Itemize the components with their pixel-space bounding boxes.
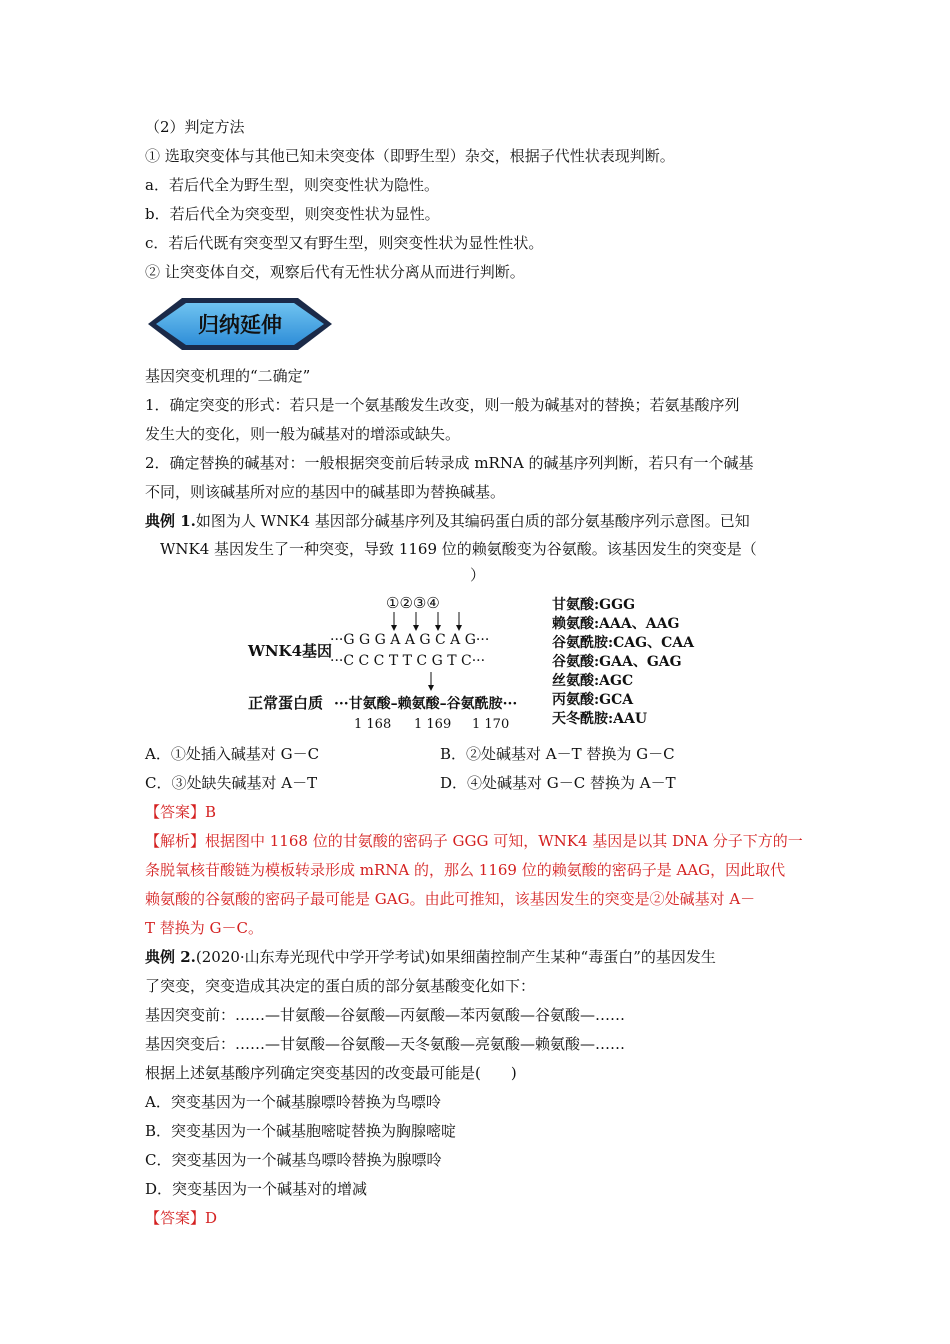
protein-seq: ···甘氨酸–赖氨酸–谷氨酰胺···: [334, 696, 518, 712]
example2-option-a: A．突变基因为一个碱基腺嘌呤替换为鸟嘌呤: [145, 1093, 441, 1111]
marker-arrows: [394, 612, 459, 686]
example2-q2: 了突变，突变造成其决定的蛋白质的部分氨基酸变化如下：: [145, 977, 536, 995]
summary-p1a: 1．确定突变的形式：若只是一个氨基酸发生改变，则一般为碱基对的替换；若氨基酸序列: [145, 396, 740, 414]
summary-p2a: 2．确定替换的碱基对：一般根据突变前后转录成 mRNA 的碱基序列判断，若只有一个碱基: [145, 454, 754, 472]
example2-option-c: C．突变基因为一个碱基鸟嘌呤替换为腺嘌呤: [145, 1151, 442, 1169]
method-2: ② 让突变体自交，观察后代有无性状分离从而进行判断。: [145, 263, 525, 281]
svg-text:赖氨酸:AAA、AAG: 赖氨酸:AAA、AAG: [552, 616, 680, 632]
example1-q3: ）: [470, 566, 486, 584]
protein-label: 正常蛋白质: [248, 694, 324, 712]
method-c: c．若后代既有突变型又有野生型，则突变性状为显性性状。: [145, 234, 544, 252]
example1-label: 典例 1.: [145, 512, 196, 530]
strand-top: ···G G G A A G C A G···: [330, 632, 490, 648]
example1-q2: WNK4 基因发生了一种突变，导致 1169 位的赖氨酸变为谷氨酸。该基因发生的突变是（: [160, 540, 757, 558]
example2-label: 典例 2.: [145, 948, 196, 966]
example2-option-d: D．突变基因为一个碱基对的增减: [145, 1180, 368, 1198]
svg-text:归纳延伸: 归纳延伸: [198, 313, 282, 337]
example1-analysis-4: T 替换为 G－C。: [145, 919, 264, 937]
strand-bottom: ···C C C T T C G T C···: [330, 653, 486, 669]
wnk4-diagram: [246, 592, 716, 732]
example1-option-b: B．②处碱基对 A－T 替换为 G－C: [440, 745, 675, 763]
section-heading: （2）判定方法: [145, 118, 245, 136]
example1-option-d: D．④处碱基对 G－C 替换为 A－T: [440, 774, 676, 792]
position-1170: 1 170: [472, 717, 510, 732]
example1-analysis-1: 【解析】根据图中 1168 位的甘氨酸的密码子 GGG 可知，WNK4 基因是以其 DNA 分子下方的一: [145, 832, 803, 850]
svg-text:丙氨酸:GCA: 丙氨酸:GCA: [552, 692, 634, 708]
example1-line1: [145, 511, 750, 531]
example1-analysis-3: 赖氨酸的谷氨酸的密码子最可能是 GAG。由此可推知，该基因发生的突变是②处碱基对 A－: [145, 890, 756, 908]
svg-text:丝氨酸:AGC: 丝氨酸:AGC: [552, 673, 634, 689]
summary-p1b: 发生大的变化，则一般为碱基对的增添或缺失。: [145, 425, 461, 443]
example2-line1: [145, 947, 716, 967]
example2-answer: 【答案】D: [145, 1209, 218, 1227]
example2-before: 基因突变前：……—甘氨酸—谷氨酸—丙氨酸—苯丙氨酸—谷氨酸—……: [145, 1006, 626, 1024]
example2-option-b: B．突变基因为一个碱基胞嘧啶替换为胸腺嘧啶: [145, 1122, 457, 1140]
summary-banner: [146, 292, 334, 356]
position-1169: 1 169: [414, 717, 452, 732]
codon-table: [552, 596, 695, 727]
svg-text:谷氨酰胺:CAG、CAA: 谷氨酰胺:CAG、CAA: [552, 635, 694, 651]
svg-text:谷氨酸:GAA、GAG: 谷氨酸:GAA、GAG: [552, 654, 682, 670]
svg-text:甘氨酸:GGG: 甘氨酸:GGG: [552, 597, 636, 613]
example2-after: 基因突变后：……—甘氨酸—谷氨酸—天冬氨酸—亮氨酸—赖氨酸—……: [145, 1035, 626, 1053]
summary-p2b: 不同，则该碱基所对应的基因中的碱基即为替换碱基。: [145, 483, 506, 501]
method-a: a．若后代全为野生型，则突变性状为隐性。: [145, 176, 439, 194]
svg-text:天冬酰胺:AAU: 天冬酰胺:AAU: [552, 711, 648, 727]
example1-analysis-2: 条脱氧核苷酸链为模板转录形成 mRNA 的，那么 1169 位的赖氨酸的密码子是 AAG，因此取代: [145, 861, 786, 879]
example1-q1: 如图为人 WNK4 基因部分碱基序列及其编码蛋白质的部分氨基酸序列示意图。已知: [195, 512, 750, 530]
method-1: ① 选取突变体与其他已知未突变体（即野生型）杂交，根据子代性状表现判断。: [145, 147, 675, 165]
example1-option-a: A．①处插入碱基对 G－C: [145, 745, 320, 763]
example1-option-c: C．③处缺失碱基对 A－T: [145, 774, 318, 792]
mutation-markers: ①②③④: [386, 594, 440, 612]
summary-title: 基因突变机理的“二确定”: [145, 367, 311, 385]
position-1168: 1 168: [354, 717, 392, 732]
example2-q1: (2020·山东寿光现代中学开学考试)如果细菌控制产生某种“毒蛋白”的基因发生: [195, 948, 716, 966]
example2-question: 根据上述氨基酸序列确定突变基因的改变最可能是( ): [145, 1064, 517, 1082]
method-b: b．若后代全为突变型，则突变性状为显性。: [145, 205, 440, 223]
example1-answer: 【答案】B: [145, 803, 217, 821]
gene-label: WNK4基因: [248, 642, 333, 660]
